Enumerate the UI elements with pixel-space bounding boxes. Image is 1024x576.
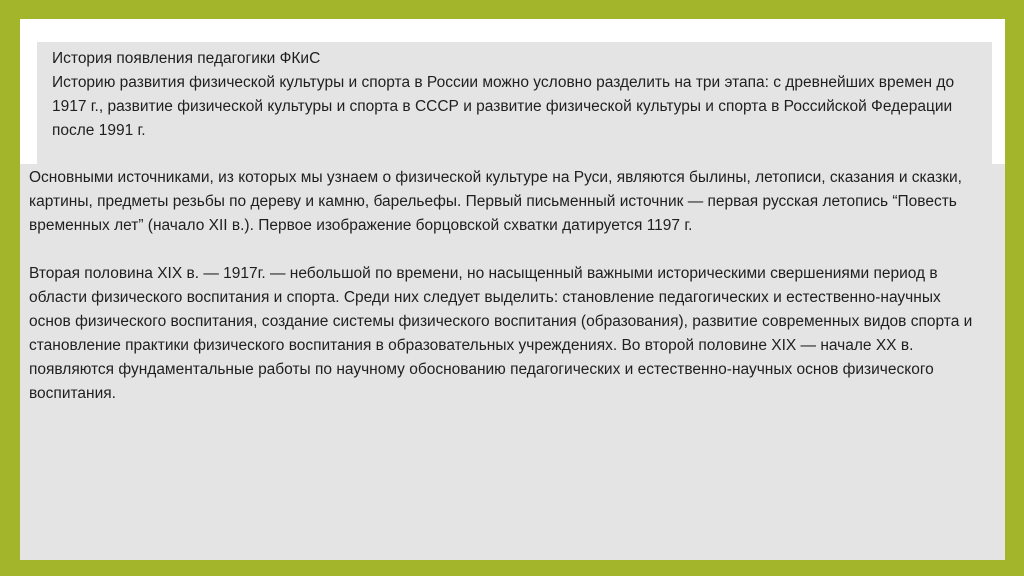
header-text-box [37,42,992,164]
intro-text: Историю развития физической культуры и спорта в России можно условно разделить на три этапа: с древнейших времен до 1917 г., развитие физической культуры и спорта в СССР и развитие физической культуры и спорта в Российской Федерации после 1991 г. [52,74,955,139]
body-text [29,166,979,430]
paragraph-sources: Основными источниками, из которых мы узнаем о физической культуре на Руси, являются былины, летописи, сказания и сказки, картины, предметы резьбы по дереву и камню, барельефы. Первый письменный источник — первая русская летопись “Повесть временных лет” (начало XII в.). Первое изображение борцовской схватки датируется 1197 г. [29,169,962,234]
slide-panel [20,19,1005,560]
body-text-box [20,164,1005,560]
slide-title: История появления педагогики ФКиС [52,50,321,67]
paragraph-second-half-xix: Вторая половина XIX в. — 1917г. — небольшой по времени, но насыщенный важными историческими свершениями период в области физического воспитания и спорта. Среди них следует выделить: становление педагогических и естественно-научных основ физического воспитания, создание системы физического воспитания (образования), развитие современных видов спорта и становление практики физического воспитания в образовательных учреждениях. Во второй половине XIX — начале XX в. появляются фундаментальные работы по научному обоснованию педагогических и естественно-научных основ физического воспитания. [29,265,973,402]
header-text [52,47,982,143]
